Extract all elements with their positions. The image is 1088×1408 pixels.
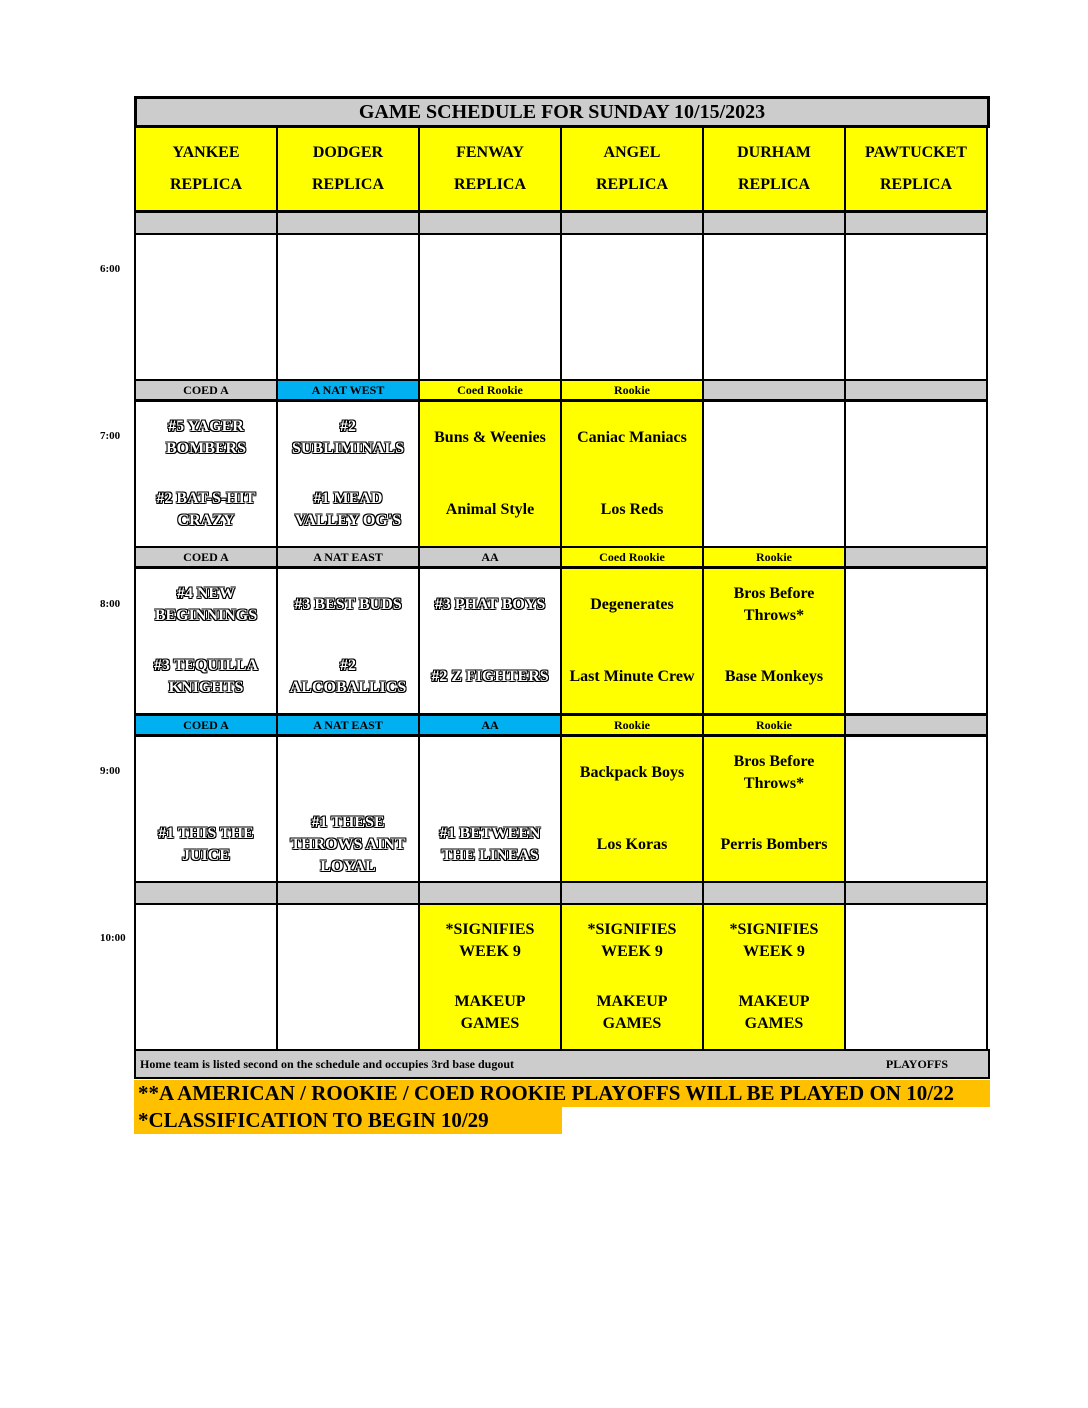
away-team-name: Degenerates bbox=[590, 596, 674, 613]
empty-slot-6 bbox=[134, 233, 278, 381]
home-team bbox=[424, 809, 556, 881]
field-sub: REPLICA bbox=[311, 176, 384, 193]
time-label: 10:00 bbox=[100, 932, 126, 944]
home-team bbox=[708, 641, 840, 713]
time-label: 6:00 bbox=[100, 263, 121, 275]
spacer-cell bbox=[560, 881, 704, 905]
division-label-text: COED A bbox=[183, 717, 229, 732]
away-team bbox=[708, 737, 840, 809]
game-cell bbox=[418, 400, 562, 548]
division-label-text: Coed Rookie bbox=[599, 549, 665, 564]
division-label bbox=[276, 379, 420, 401]
note-line1 bbox=[566, 905, 698, 977]
division-label-text: A NAT WEST bbox=[311, 382, 385, 397]
division-label bbox=[418, 546, 562, 568]
home-team-name: #1 THESE THROWS AINT LOYAL bbox=[290, 814, 406, 875]
home-team bbox=[566, 641, 698, 713]
division-label bbox=[844, 546, 988, 568]
division-label-text: AA bbox=[481, 549, 499, 564]
division-label bbox=[276, 714, 420, 736]
spacer-cell bbox=[276, 881, 420, 905]
empty-slot-6 bbox=[276, 233, 420, 381]
spacer-cell bbox=[844, 881, 988, 905]
division-label bbox=[560, 714, 704, 736]
away-team bbox=[424, 569, 556, 641]
division-label bbox=[276, 546, 420, 568]
division-label bbox=[844, 379, 988, 401]
home-team bbox=[850, 474, 982, 546]
away-team bbox=[140, 402, 272, 474]
spacer-cell bbox=[560, 211, 704, 235]
away-team-name: Buns & Weenies bbox=[434, 429, 546, 446]
game-cell bbox=[702, 735, 846, 883]
time-label: 9:00 bbox=[100, 765, 121, 777]
home-team-name: #1 MEAD VALLEY OG'S bbox=[294, 490, 402, 529]
game-cell bbox=[702, 567, 846, 715]
game-cell bbox=[844, 735, 988, 883]
empty-slot-10 bbox=[276, 903, 420, 1051]
game-cell bbox=[134, 400, 278, 548]
empty-slot-6 bbox=[418, 233, 562, 381]
home-team-name: #2 BAT-S-HIT CRAZY bbox=[156, 490, 256, 529]
away-team bbox=[708, 569, 840, 641]
game-cell bbox=[276, 735, 420, 883]
division-label-text: AA bbox=[481, 717, 499, 732]
spacer-cell bbox=[418, 881, 562, 905]
home-team-name: Perris Bombers bbox=[720, 836, 828, 853]
division-label bbox=[844, 714, 988, 736]
game-cell bbox=[560, 567, 704, 715]
spacer-cell bbox=[276, 211, 420, 235]
home-team bbox=[424, 641, 556, 713]
field-name: YANKEE bbox=[172, 144, 240, 161]
home-team bbox=[282, 474, 414, 546]
game-cell bbox=[134, 735, 278, 883]
spacer-cell bbox=[844, 211, 988, 235]
away-team-name: #5 YAGER BOMBERS bbox=[165, 418, 246, 457]
away-team bbox=[850, 402, 982, 474]
spacer-cell bbox=[134, 881, 278, 905]
division-label bbox=[560, 546, 704, 568]
home-team-name: #3 TEQUILLA KNIGHTS bbox=[153, 657, 259, 696]
makeup-note bbox=[418, 903, 562, 1051]
classification-banner bbox=[134, 1107, 562, 1134]
division-label-text: Rookie bbox=[756, 717, 792, 732]
home-team-name: #1 BETWEEN THE LINEAS bbox=[439, 825, 541, 864]
home-team bbox=[282, 809, 414, 881]
field-sub: REPLICA bbox=[453, 176, 526, 193]
game-cell bbox=[276, 567, 420, 715]
note-line2-text: MAKEUP GAMES bbox=[596, 993, 668, 1032]
away-team bbox=[282, 402, 414, 474]
field-header-yankee bbox=[134, 126, 278, 212]
empty-slot-10 bbox=[134, 903, 278, 1051]
away-team-name: Backpack Boys bbox=[579, 764, 685, 781]
field-name: DODGER bbox=[312, 144, 384, 161]
away-team bbox=[140, 569, 272, 641]
division-label bbox=[134, 714, 278, 736]
division-label-text: Rookie bbox=[756, 549, 792, 564]
note-line2 bbox=[424, 977, 556, 1049]
field-header-angel bbox=[560, 126, 704, 212]
away-team bbox=[566, 569, 698, 641]
away-team bbox=[850, 569, 982, 641]
home-team-name: #2 Z FIGHTERS bbox=[431, 668, 549, 685]
division-label-text: Rookie bbox=[614, 382, 650, 397]
away-team-name: #3 BEST BUDS bbox=[294, 596, 402, 613]
field-name: PAWTUCKET bbox=[865, 144, 967, 161]
home-team bbox=[850, 809, 982, 881]
division-label-text: Rookie bbox=[614, 717, 650, 732]
home-team-name: #1 THIS THE JUICE bbox=[158, 825, 254, 864]
away-team bbox=[566, 402, 698, 474]
home-team bbox=[850, 641, 982, 713]
note-line2-text: MAKEUP GAMES bbox=[738, 993, 810, 1032]
division-label bbox=[702, 546, 846, 568]
home-team bbox=[282, 641, 414, 713]
time-label: 7:00 bbox=[100, 430, 121, 442]
note-line1-text: *SIGNIFIES WEEK 9 bbox=[445, 921, 535, 960]
division-label bbox=[418, 714, 562, 736]
time-label: 8:00 bbox=[100, 598, 121, 610]
note-line1-text: *SIGNIFIES WEEK 9 bbox=[587, 921, 677, 960]
home-team bbox=[708, 474, 840, 546]
division-label bbox=[134, 379, 278, 401]
division-label bbox=[134, 546, 278, 568]
note-line2 bbox=[708, 977, 840, 1049]
division-label-text: A NAT EAST bbox=[313, 549, 383, 564]
spacer-cell bbox=[418, 211, 562, 235]
empty-slot-6 bbox=[560, 233, 704, 381]
division-label bbox=[702, 379, 846, 401]
field-name: FENWAY bbox=[456, 144, 524, 161]
field-header-fenway bbox=[418, 126, 562, 212]
away-team bbox=[424, 402, 556, 474]
field-header-dodger bbox=[276, 126, 420, 212]
away-team-name: Bros Before Throws* bbox=[733, 753, 815, 792]
home-team-name: Los Koras bbox=[596, 836, 668, 853]
away-team-name: #2 SUBLIMINALS bbox=[291, 418, 405, 457]
home-team-note: Home team is listed second on the schedule and occupies 3rd base dugout bbox=[140, 1056, 515, 1071]
away-team bbox=[282, 569, 414, 641]
page-title bbox=[134, 96, 990, 128]
home-team-name: Los Reds bbox=[600, 501, 664, 518]
game-cell bbox=[844, 400, 988, 548]
field-header-pawtucket bbox=[844, 126, 988, 212]
away-team-name: Caniac Maniacs bbox=[577, 429, 687, 446]
spacer-cell bbox=[702, 881, 846, 905]
away-team bbox=[424, 737, 556, 809]
note-line1 bbox=[424, 905, 556, 977]
spacer-cell bbox=[702, 211, 846, 235]
away-team-name: #3 PHAT BOYS bbox=[434, 596, 546, 613]
title-text: GAME SCHEDULE FOR SUNDAY 10/15/2023 bbox=[358, 100, 766, 123]
home-team bbox=[424, 474, 556, 546]
home-team-name: #2 ALCOBALLICS bbox=[289, 657, 407, 696]
field-sub: REPLICA bbox=[595, 176, 668, 193]
playoffs-banner bbox=[134, 1080, 990, 1107]
division-label-text: Coed Rookie bbox=[457, 382, 523, 397]
home-team bbox=[566, 809, 698, 881]
division-label bbox=[702, 714, 846, 736]
game-cell bbox=[276, 400, 420, 548]
away-team bbox=[140, 737, 272, 809]
note-line1-text: *SIGNIFIES WEEK 9 bbox=[729, 921, 819, 960]
playoffs-text: PLAYOFFS bbox=[885, 1056, 949, 1071]
away-team bbox=[708, 402, 840, 474]
home-team bbox=[140, 474, 272, 546]
away-team bbox=[850, 737, 982, 809]
note-line2-text: MAKEUP GAMES bbox=[454, 993, 526, 1032]
game-cell bbox=[134, 567, 278, 715]
home-team-name: Animal Style bbox=[445, 501, 535, 518]
makeup-note bbox=[560, 903, 704, 1051]
field-header-durham bbox=[702, 126, 846, 212]
away-team bbox=[566, 737, 698, 809]
makeup-note bbox=[702, 903, 846, 1051]
home-team-name: Base Monkeys bbox=[724, 668, 824, 685]
division-label bbox=[418, 379, 562, 401]
field-name: DURHAM bbox=[737, 144, 811, 161]
division-label-text: COED A bbox=[183, 382, 229, 397]
home-team bbox=[566, 474, 698, 546]
playoffs-label bbox=[844, 1051, 990, 1077]
empty-slot-6 bbox=[702, 233, 846, 381]
field-sub: REPLICA bbox=[169, 176, 242, 193]
division-label-text: COED A bbox=[183, 549, 229, 564]
field-sub: REPLICA bbox=[737, 176, 810, 193]
empty-slot-6 bbox=[844, 233, 988, 381]
away-team-name: Bros Before Throws* bbox=[733, 585, 815, 624]
division-label bbox=[560, 379, 704, 401]
banner-line2: *CLASSIFICATION TO BEGIN 10/29 bbox=[138, 1108, 489, 1132]
game-cell bbox=[418, 567, 562, 715]
note-line1 bbox=[708, 905, 840, 977]
home-team bbox=[708, 809, 840, 881]
home-team bbox=[140, 641, 272, 713]
banner-line1: **A AMERICAN / ROOKIE / COED ROOKIE PLAYOFFS WILL BE PLAYED ON 10/22 bbox=[138, 1081, 955, 1105]
game-cell bbox=[560, 735, 704, 883]
home-team bbox=[140, 809, 272, 881]
spacer-cell bbox=[134, 211, 278, 235]
away-team-name: #4 NEW BEGINNINGS bbox=[154, 585, 258, 624]
game-cell bbox=[702, 400, 846, 548]
empty-slot-10 bbox=[844, 903, 988, 1051]
note-line2 bbox=[566, 977, 698, 1049]
away-team bbox=[282, 737, 414, 809]
game-cell bbox=[844, 567, 988, 715]
home-team-name: Last Minute Crew bbox=[569, 668, 695, 685]
game-cell bbox=[418, 735, 562, 883]
field-name: ANGEL bbox=[603, 144, 661, 161]
game-cell bbox=[560, 400, 704, 548]
division-label-text: A NAT EAST bbox=[313, 717, 383, 732]
field-sub: REPLICA bbox=[879, 176, 952, 193]
